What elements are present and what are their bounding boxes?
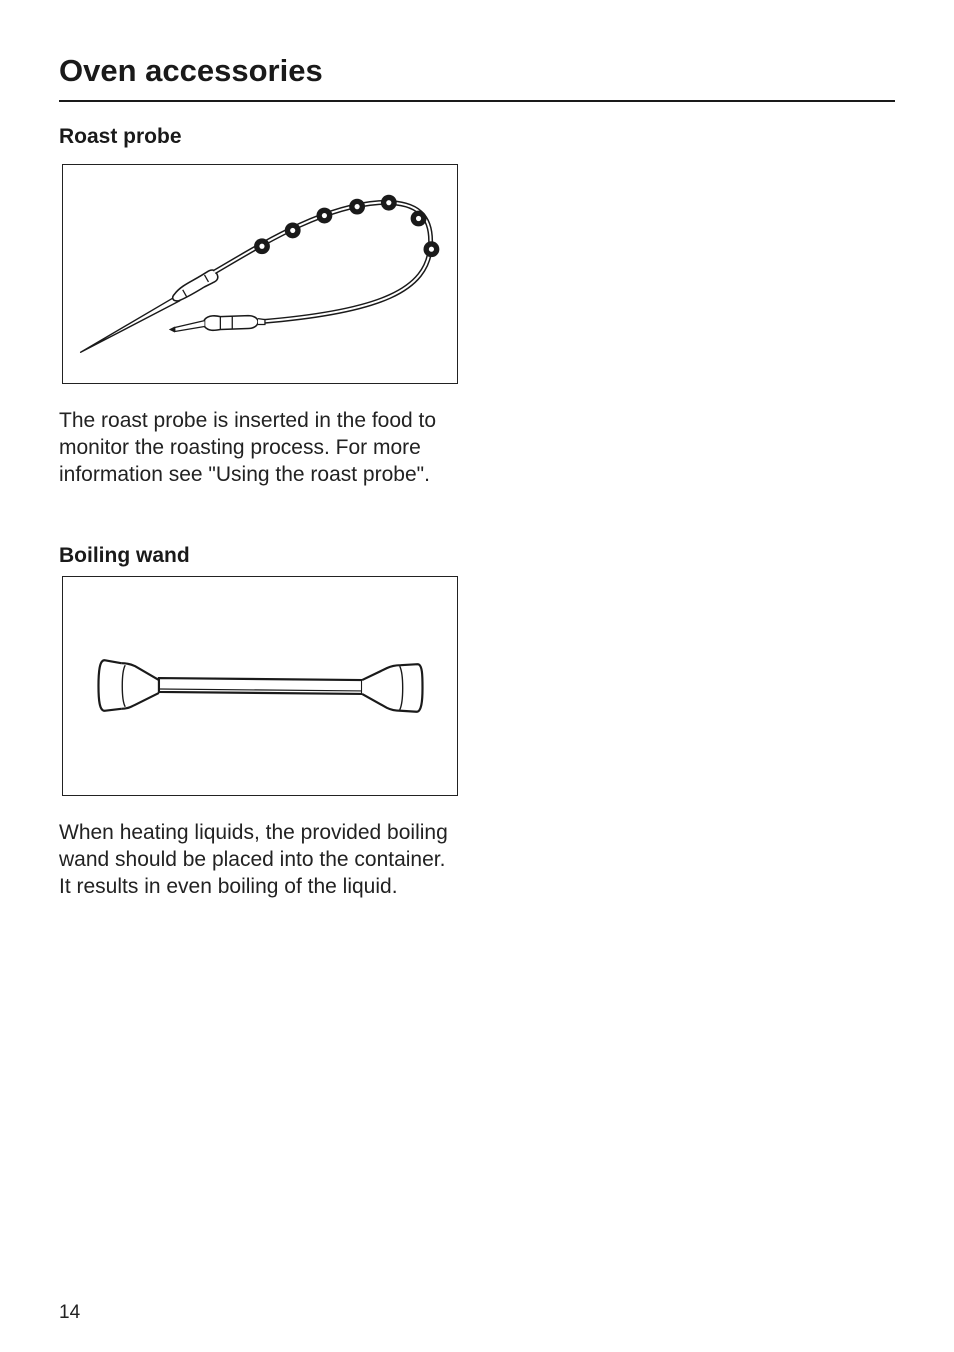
page-title: Oven accessories — [59, 53, 323, 88]
boiling-wand-icon — [63, 577, 457, 795]
roast-probe-illustration — [62, 164, 458, 384]
section-heading-boiling-wand: Boiling wand — [59, 544, 190, 567]
boiling-wand-description: When heating liquids, the provided boiling wand should be placed into the container. It results in even boiling of the liquid. — [59, 821, 448, 898]
roast-probe-description: The roast probe is inserted in the food to monitor the roasting process. For more information see "Using the roast probe". — [59, 409, 437, 486]
title-divider — [59, 100, 895, 102]
page-number: 14 — [59, 1302, 81, 1323]
roast-probe-icon — [63, 165, 457, 383]
section-heading-roast-probe: Roast probe — [59, 125, 182, 148]
boiling-wand-illustration — [62, 576, 458, 796]
